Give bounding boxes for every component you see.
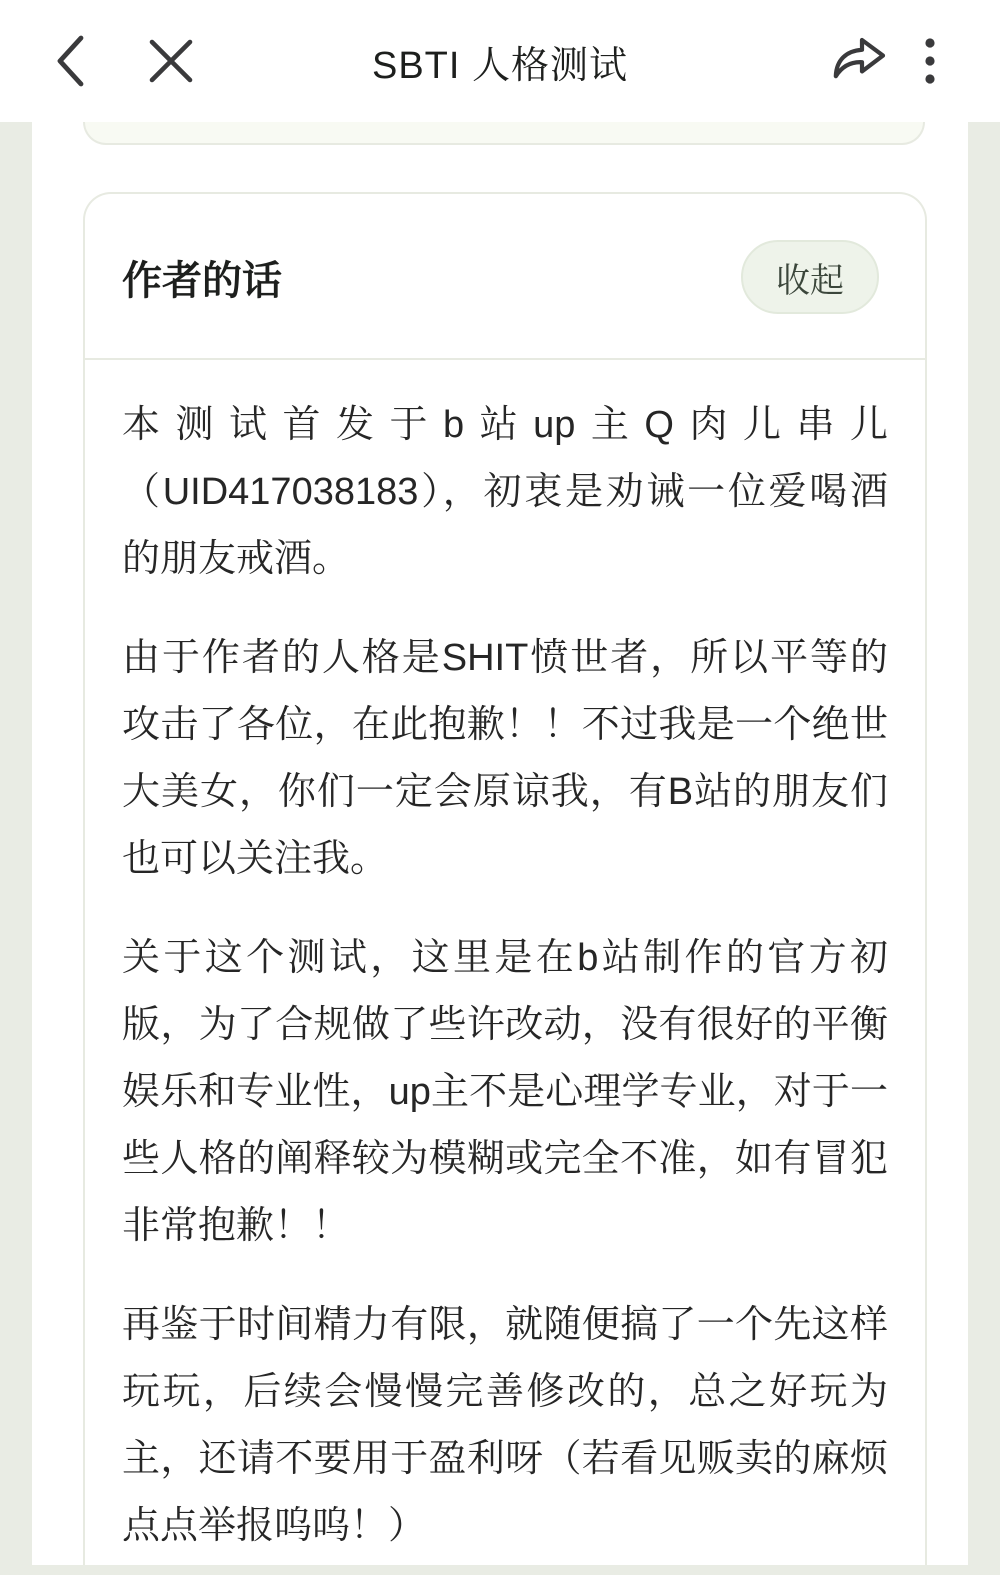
author-paragraph: 由于作者的人格是SHIT愤世者，所以平等的攻击了各位，在此抱歉！！不过我是一个绝世大美女，你们一定会原谅我，有B站的朋友们也可以关注我。 xyxy=(122,637,888,880)
share-arrow-icon xyxy=(829,33,889,89)
content-sheet xyxy=(32,122,968,1565)
previous-card-remnant xyxy=(83,122,925,145)
close-button[interactable] xyxy=(140,0,202,122)
kebab-menu-icon xyxy=(924,37,936,85)
share-button[interactable] xyxy=(824,0,894,122)
author-card-header xyxy=(85,194,925,360)
author-paragraph: 本测试首发于b站up主Q肉儿串儿（UID417038183），初衷是劝诫一位爱喝酒的朋友戒酒。 xyxy=(122,404,888,580)
more-button[interactable] xyxy=(912,0,948,122)
page-title: SBTI 人格测试 xyxy=(371,44,629,87)
author-card-body xyxy=(85,360,925,1560)
back-button[interactable] xyxy=(48,0,92,122)
chevron-left-icon xyxy=(55,34,85,88)
page-content xyxy=(0,122,1000,1575)
close-icon xyxy=(146,36,196,86)
author-card-title: 作者的话 xyxy=(122,258,282,303)
app-header xyxy=(0,0,1000,122)
author-card xyxy=(83,192,927,1565)
collapse-button[interactable]: 收起 xyxy=(741,240,879,314)
author-paragraph: 再鉴于时间精力有限，就随便搞了一个先这样玩玩，后续会慢慢完善修改的，总之好玩为主，还请不要用于盈利呀（若看见贩卖的麻烦点点举报呜呜！） xyxy=(122,1304,888,1547)
author-paragraph: 关于这个测试，这里是在b站制作的官方初版，为了合规做了些许改动，没有很好的平衡娱乐和专业性，up主不是心理学专业，对于一些人格的阐释较为模糊或完全不准，如有冒犯非常抱歉！！ xyxy=(122,937,888,1247)
